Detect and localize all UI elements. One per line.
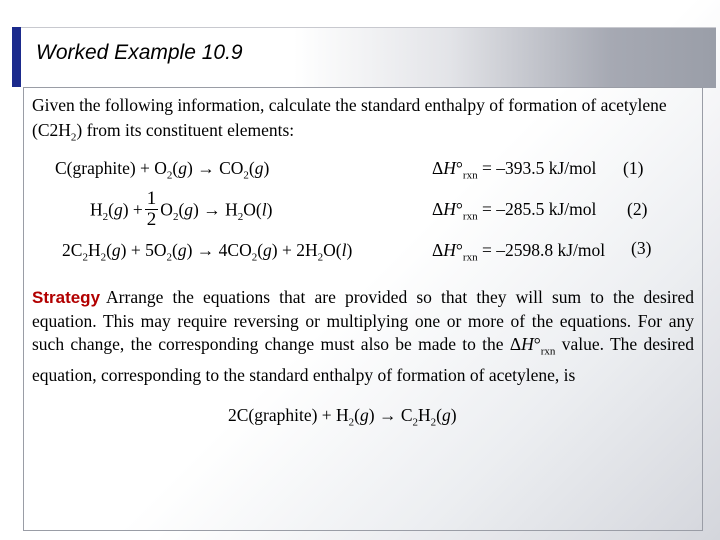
strategy-label: Strategy xyxy=(32,288,101,307)
equation-1-number: (1) xyxy=(623,158,644,178)
fraction-denominator: 2 xyxy=(146,209,157,230)
desired-equation: 2C(graphite) + $H_2(g) \to C_2H_2(g)$ xyxy=(228,405,457,429)
equation-2: $H_2(g)$ + $\frac{1}{2}$ $O_2(g) \to H_2O(l)$ xyxy=(90,188,273,230)
equation-1-value: = –393.5 kJ/mol xyxy=(481,158,597,178)
intro-paragraph: Given the following information, calculate the standard enthalpy of formation of acetylene $(C2H_2)$ from its constituent elements: xyxy=(32,95,667,144)
slide-title: Worked Example 10.9 xyxy=(36,41,243,64)
strategy-text-part2: value. The desired equation, corresponding to the standard enthalpy of formation of acetylene, is xyxy=(32,334,694,385)
equation-1-enthalpy: $\Delta H^\circ_{rxn} = -393.5$ kJ/mol xyxy=(432,158,597,182)
equation-2-enthalpy: $\Delta H^\circ_{rxn} = -285.5$ kJ/mol xyxy=(432,199,597,223)
fraction-numerator: 1 xyxy=(146,188,157,209)
equation-1: C(graphite) + $O_2(g) \to CO_2(g)$ xyxy=(55,158,270,182)
strategy-text-part1: Arrange the equations that are provided so that they will sum to the desired equation. This may require reversing or multiplying one or more of the equations. For any such change, the corresponding change must also be made to the xyxy=(32,287,694,354)
strategy-paragraph: Strategy Arrange the equations that are provided so that they will sum to the desired equation. This may require reversing or multiplying one or more of the equations. For any such change, the corresponding change must also be made to the $\Delta H^\circ_{rxn}$ value. The desired equation, corresponding to the standard enthalpy of formation of acetylene, is xyxy=(32,287,694,385)
equation-2-number: (2) xyxy=(627,199,648,219)
equation-3-value: = –2598.8 kJ/mol xyxy=(481,240,606,260)
equation-2-value: = –285.5 kJ/mol xyxy=(481,199,597,219)
one-half-fraction xyxy=(145,189,159,230)
equation-3: $2C_2H_2(g) + 5O_2(g) \to 4CO_2(g) + 2H_2O(l)$ xyxy=(62,240,353,264)
equation-3-number: (3) xyxy=(631,238,652,258)
intro-text-before: Given the following information, calculate the standard enthalpy of formation of acetylene (C xyxy=(32,95,667,140)
intro-text-after: ) from its constituent elements: xyxy=(76,120,295,140)
equation-3-enthalpy: $\Delta H^\circ_{rxn} = -2598.8$ kJ/mol xyxy=(432,240,606,264)
title-accent-stripe xyxy=(12,27,21,87)
